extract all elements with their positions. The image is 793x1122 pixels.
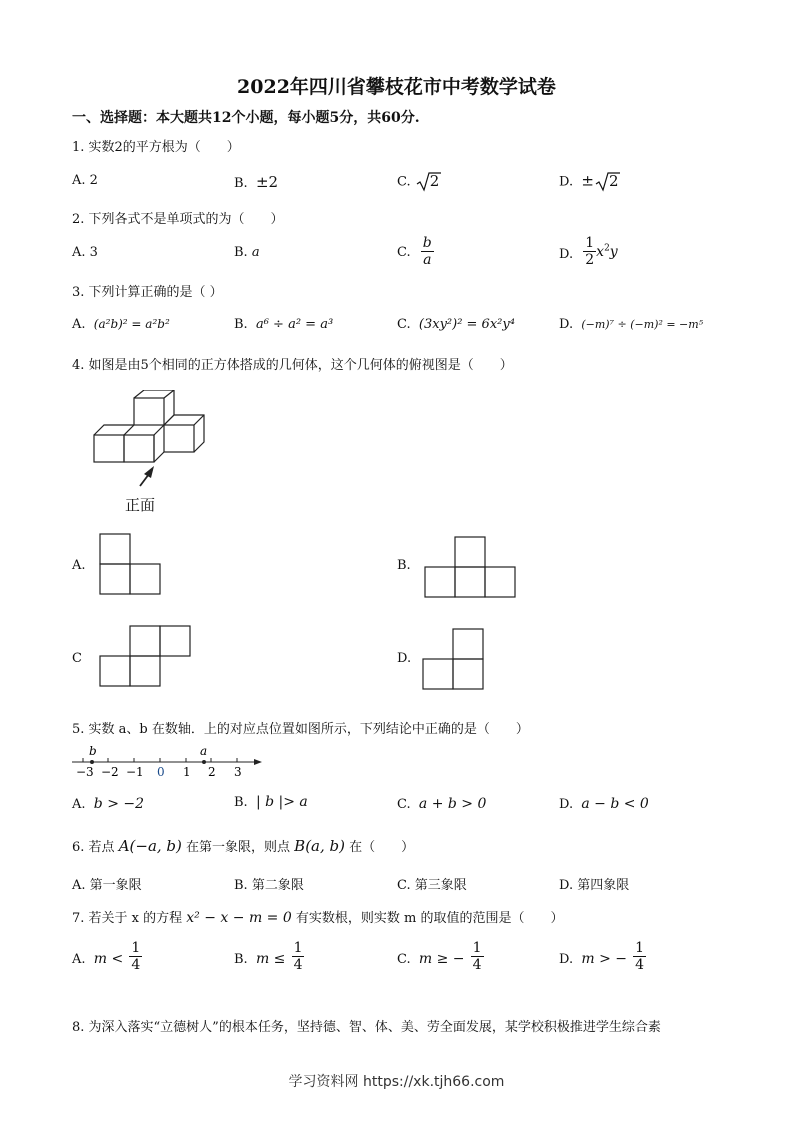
question-4-option-c-label: C xyxy=(72,651,82,666)
tick-label: −1 xyxy=(126,765,144,779)
question-5-option-a: A. b > −2 xyxy=(72,796,145,812)
question-6-option-a: A. 第一象限 xyxy=(72,878,142,893)
point-a-label: a xyxy=(200,744,208,758)
tick-label: −3 xyxy=(76,765,94,779)
question-1-stem: 1. 实数2的平方根为（ ） xyxy=(72,140,240,155)
question-7-stem: 7. 若关于 x 的方程 x² − x − m = 0 有实数根，则实数 m 的取值的范围是（ ） xyxy=(72,910,564,926)
tick-label: 3 xyxy=(234,765,242,779)
question-6-option-c: C. 第三象限 xyxy=(397,878,467,893)
question-6-option-d: D. 第四象限 xyxy=(559,878,630,893)
tick-label: 1 xyxy=(183,765,191,779)
tick-label: 0 xyxy=(157,765,165,779)
question-1-option-a: A. 2 xyxy=(72,173,98,188)
question-7-option-b: B. m ≤ $\frac{1}{4}$ xyxy=(234,940,303,973)
question-6-option-b: B. 第二象限 xyxy=(234,878,304,893)
question-3-stem: 3. 下列计算正确的是（ ） xyxy=(72,285,223,300)
question-4-option-b-figure xyxy=(423,535,517,599)
question-4-option-b-label: B. xyxy=(397,558,411,573)
question-7-option-d: D. m > − $\frac{1}{4}$ xyxy=(559,940,645,973)
number-line xyxy=(70,742,270,782)
question-5-option-d: D. a − b < 0 xyxy=(559,796,649,812)
footer-watermark: 学习资料网 https://xk.tjh66.com xyxy=(288,1074,505,1090)
question-7-option-a: A. m < $\frac{1}{4}$ xyxy=(72,940,141,973)
question-3-option-a: A. (a²b)² = a²b² xyxy=(72,317,170,332)
question-6-stem: 6. 若点 A(−a, b) 在第一象限，则点 B(a, b) 在（ ） xyxy=(72,837,415,855)
front-view-label: 正面 xyxy=(125,496,156,514)
question-1-option-b: B. ±2 xyxy=(234,173,279,191)
question-8-stem: 8. 为深入落实“立德树人”的根本任务，坚持德、智、体、美、劳全面发展，某学校积极推进学生综合素 xyxy=(72,1020,661,1035)
question-1-option-c: C. 2 xyxy=(397,171,439,193)
question-1-option-d: D. ± 2 xyxy=(559,171,618,193)
question-4-option-a-figure xyxy=(98,532,162,596)
question-3-option-c: C. (3xy²)² = 6x²y⁴ xyxy=(397,317,515,332)
point-b-label: b xyxy=(89,744,97,758)
question-3-option-b: B. a⁶ ÷ a² = a³ xyxy=(234,317,334,332)
question-4-option-d-label: D. xyxy=(397,651,412,666)
tick-label: −2 xyxy=(101,765,119,779)
question-4-option-d-figure xyxy=(421,627,485,691)
question-2-option-c: C. $\frac{b}{a}$ xyxy=(397,235,432,268)
question-2-option-a: A. 3 xyxy=(72,245,98,260)
question-3-option-d: D. (−m)⁷ ÷ (−m)² = −m⁵ xyxy=(559,317,704,332)
question-5-option-c: C. a + b > 0 xyxy=(397,796,487,812)
question-2-stem: 2. 下列各式不是单项式的为（ ） xyxy=(72,212,284,227)
question-5-stem: 5. 实数 a、b 在数轴．上的对应点位置如图所示，下列结论中正确的是（ ） xyxy=(72,722,529,737)
page-title: 2022年四川省攀枝花市中考数学试卷 xyxy=(237,76,556,98)
question-7-option-c: C. m ≥ − $\frac{1}{4}$ xyxy=(397,940,482,973)
question-4-option-a-label: A. xyxy=(72,558,86,573)
question-2-option-b: B. a xyxy=(234,245,260,260)
question-2-option-d: D. $\frac{1}{2}$ $x^2y$ xyxy=(559,235,618,268)
section-heading: 一、选择题：本大题共12个小题，每小题5分，共60分. xyxy=(72,110,420,126)
question-5-option-b: B. | b |> a xyxy=(234,794,308,810)
question-4-option-c-figure xyxy=(98,624,192,688)
question-4-stem: 4. 如图是由5个相同的正方体搭成的几何体，这个几何体的俯视图是（ ） xyxy=(72,358,513,373)
tick-label: 2 xyxy=(208,765,216,779)
